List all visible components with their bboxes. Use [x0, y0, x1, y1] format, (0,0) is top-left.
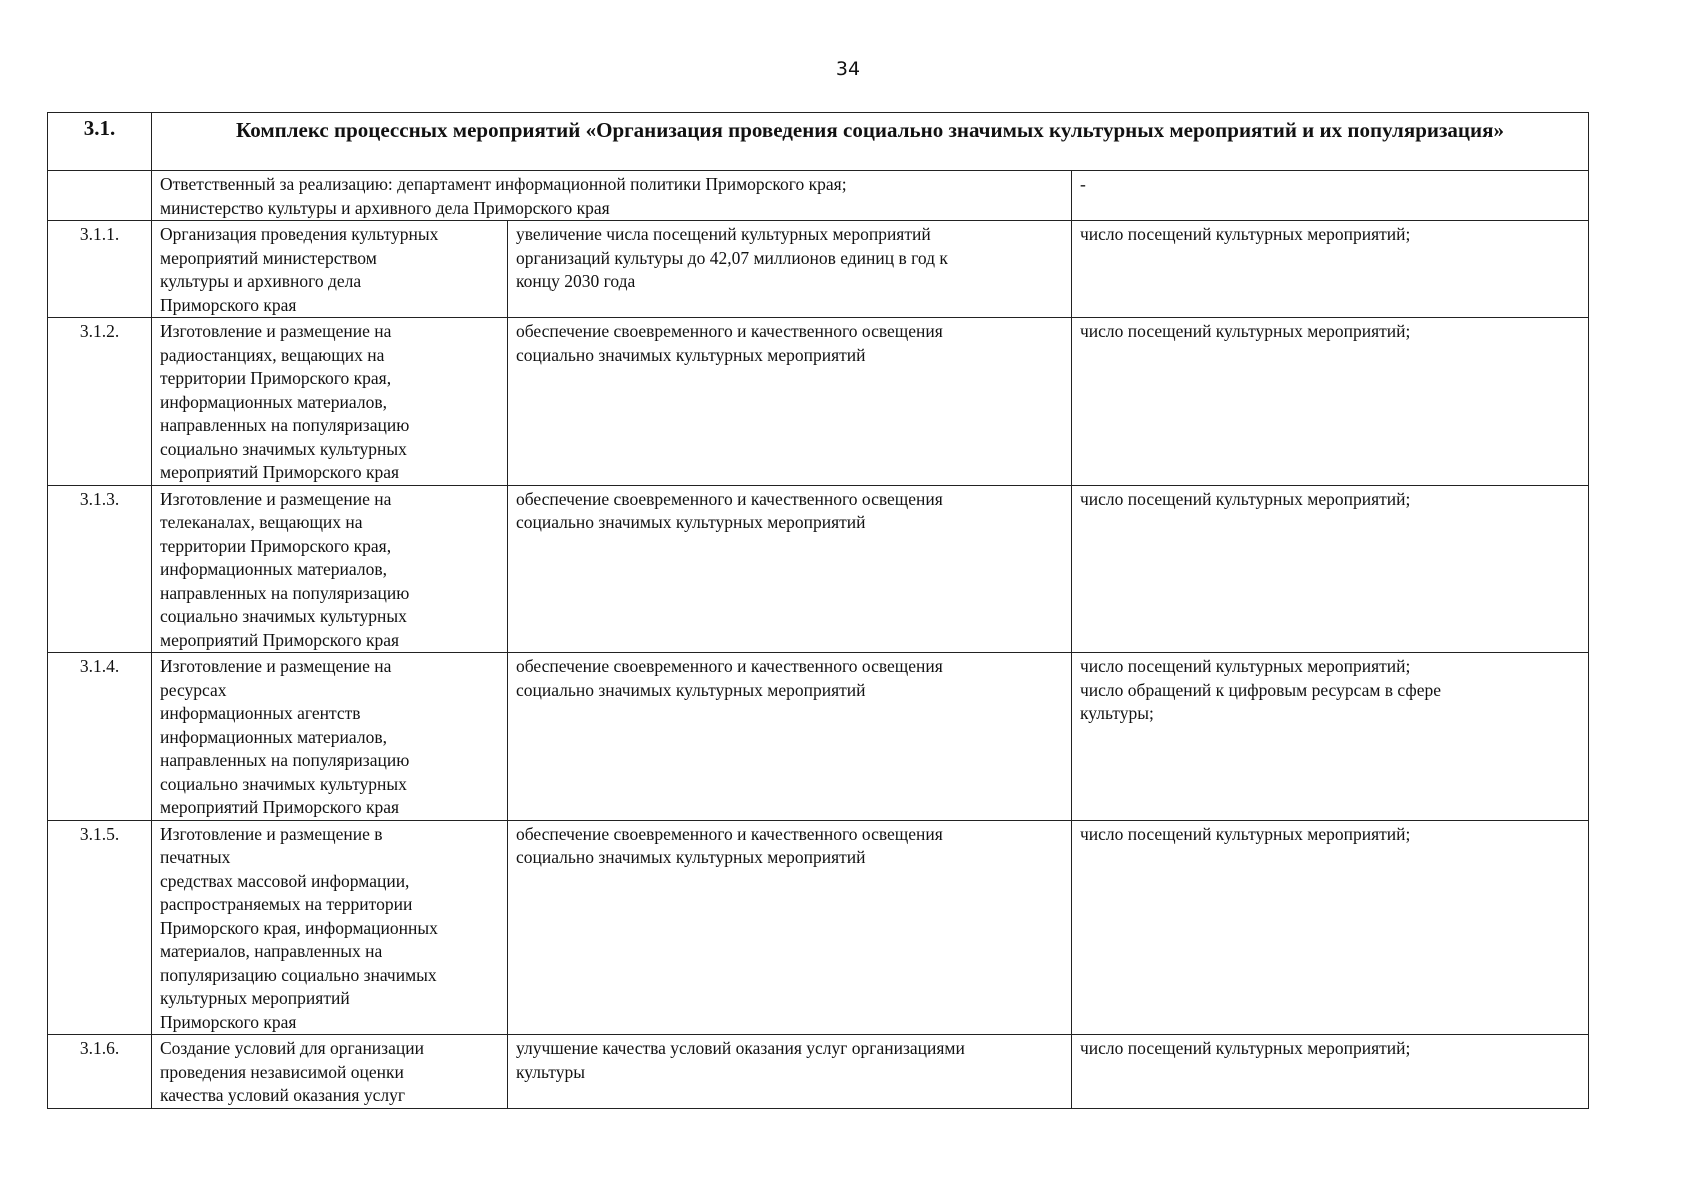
table-row [48, 820, 1589, 1035]
measure-indicator: число посещений культурных мероприятий; [1072, 485, 1589, 653]
responsible-text: Ответственный за реализацию: департамент информационной политики Приморского края; министерство культуры и архивного дела Приморского края [152, 171, 1072, 221]
measure-name: Изготовление и размещение в печатных средствах массовой информации, распространяемых на территории Приморского края, информационных материалов, направленных на популяризацию социально значимых культурных мероприятий Приморского края [152, 820, 508, 1035]
measure-name: Изготовление и размещение на телеканалах, вещающих на территории Приморского края, информационных материалов, направленных на популяризацию социально значимых культурных мероприятий Приморского края [152, 485, 508, 653]
measure-result: обеспечение своевременного и качественного освещения социально значимых культурных мероприятий [508, 485, 1072, 653]
measure-indicator: число посещений культурных мероприятий; [1072, 820, 1589, 1035]
row-number: 3.1.3. [48, 485, 152, 653]
row-number: 3.1.4. [48, 653, 152, 821]
table-row [48, 485, 1589, 653]
responsible-row [48, 171, 1589, 221]
row-number: 3.1.1. [48, 221, 152, 318]
measure-result: увеличение числа посещений культурных мероприятий организаций культуры до 42,07 миллионов единиц в год к концу 2030 года [508, 221, 1072, 318]
measure-indicator: число посещений культурных мероприятий; [1072, 1035, 1589, 1109]
measure-indicator: число посещений культурных мероприятий; [1072, 318, 1589, 486]
table-row [48, 1035, 1589, 1109]
responsible-indicator: - [1072, 171, 1589, 221]
measure-name: Изготовление и размещение на ресурсах информационных агентств информационных материалов, направленных на популяризацию социально значимых культурных мероприятий Приморского края [152, 653, 508, 821]
table-row [48, 318, 1589, 486]
measure-result: обеспечение своевременного и качественного освещения социально значимых культурных мероприятий [508, 318, 1072, 486]
measure-result: обеспечение своевременного и качественного освещения социально значимых культурных мероприятий [508, 820, 1072, 1035]
section-header-row [48, 113, 1589, 171]
page-number: 34 [835, 58, 861, 80]
row-number: 3.1.5. [48, 820, 152, 1035]
section-title: Комплекс процессных мероприятий «Организация проведения социально значимых культурных мероприятий и их популяризация» [152, 113, 1589, 171]
responsible-empty-cell [48, 171, 152, 221]
row-number: 3.1.6. [48, 1035, 152, 1109]
table-row [48, 221, 1589, 318]
measure-result: обеспечение своевременного и качественного освещения социально значимых культурных мероприятий [508, 653, 1072, 821]
row-number: 3.1.2. [48, 318, 152, 486]
measure-name: Изготовление и размещение на радиостанциях, вещающих на территории Приморского края, информационных материалов, направленных на популяризацию социально значимых культурных мероприятий Приморского края [152, 318, 508, 486]
measure-result: улучшение качества условий оказания услуг организациями культуры [508, 1035, 1072, 1109]
section-number: 3.1. [48, 113, 152, 171]
measures-table [47, 112, 1589, 1109]
measure-name: Организация проведения культурных мероприятий министерством культуры и архивного дела Приморского края [152, 221, 508, 318]
measure-indicator: число посещений культурных мероприятий; [1072, 221, 1589, 318]
table-row [48, 653, 1589, 821]
measure-name: Создание условий для организации проведения независимой оценки качества условий оказания услуг [152, 1035, 508, 1109]
measure-indicator: число посещений культурных мероприятий; число обращений к цифровым ресурсам в сфере культуры; [1072, 653, 1589, 821]
